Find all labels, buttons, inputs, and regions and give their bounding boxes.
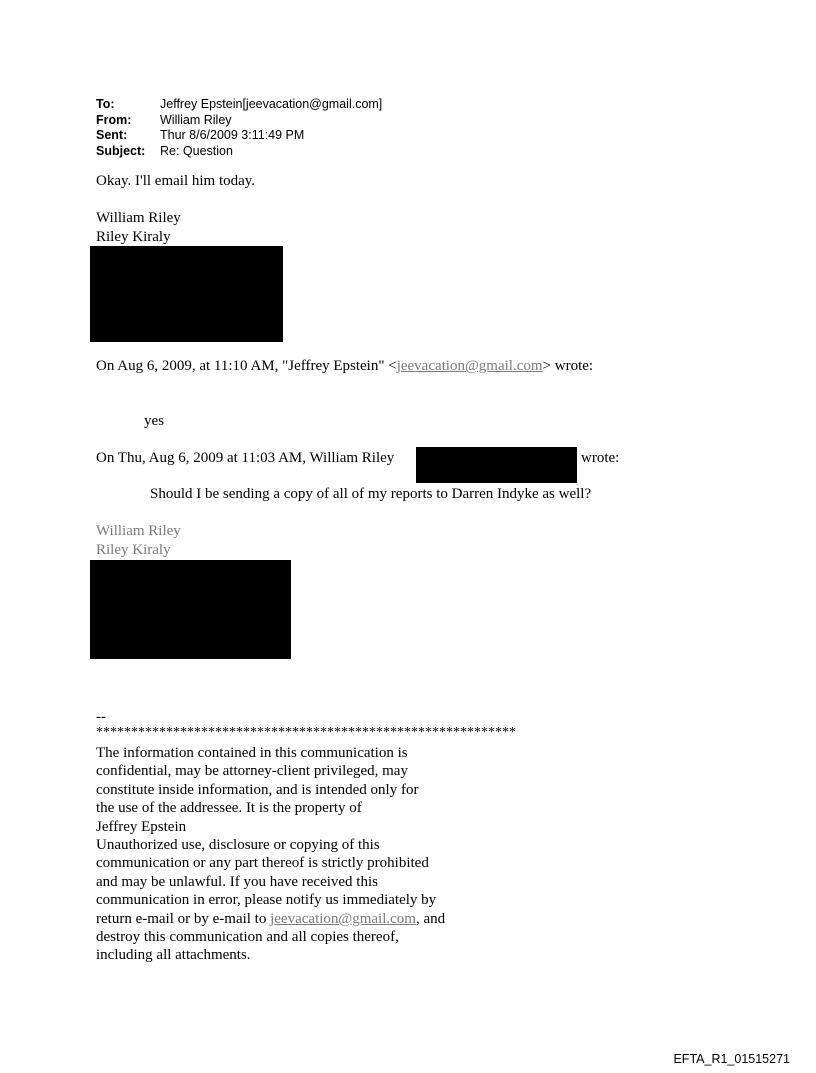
quote2-text: Should I be sending a copy of all of my reports to Darren Indyke as well? [150,486,592,502]
disclaimer-dashes: -- [96,709,106,725]
reply-text: Okay. I'll email him today. [96,173,256,189]
to-row [96,97,382,113]
signature2-name: William Riley [96,523,181,539]
quote2-prefix: On Thu, Aug 6, 2009 at 11:03 AM, William Riley [96,450,395,466]
signature-firm: Riley Kiraly [96,229,171,245]
to-value: Jeffrey Epstein[jeevacation@gmail.com] [160,97,383,111]
document-id: EFTA_R1_01515271 [673,1052,790,1066]
disclaimer-line: communication in error, please notify us immediately by [96,892,437,909]
redaction-block [90,246,283,342]
sent-value: Thur 8/6/2009 3:11:49 PM [160,128,305,142]
disclaimer-email-link[interactable]: jeevacation@gmail.com [270,910,416,927]
quote1-text: yes [144,413,164,429]
quote1-email-link[interactable]: jeevacation@gmail.com [396,358,543,374]
from-label: From: [96,112,132,127]
signature-name: William Riley [96,210,181,226]
email-header [96,97,382,159]
from-value: William Riley [160,112,232,127]
disclaimer-stars: ************************************************************ [96,725,516,740]
quote1-attribution [96,358,593,375]
quote1-prefix: On Aug 6, 2009, at 11:10 AM, "Jeffrey Epstein" < [96,358,397,374]
disclaimer-line: Unauthorized use, disclosure or copying of this [96,837,380,854]
subject-value: Re: Question [160,143,233,158]
disclaimer-line: destroy this communication and all copies thereof, [96,929,399,946]
disclaimer-line10-suffix: , and [415,910,446,927]
sent-row [96,128,382,144]
disclaimer-line10-prefix: return e-mail or by e-mail to [96,910,271,927]
sent-label: Sent: [96,128,128,142]
redaction-block [90,560,291,659]
disclaimer-line: Jeffrey Epstein [96,818,187,835]
quote2-suffix: wrote: [581,450,620,466]
disclaimer-text [96,744,516,965]
to-label: To: [96,97,115,111]
disclaimer-line: The information contained in this communication is [96,745,408,761]
from-row [96,113,382,129]
disclaimer-line: and may be unlawful. If you have received this [96,873,378,890]
disclaimer-line: confidential, may be attorney-client privileged, may [96,763,408,780]
disclaimer-line: communication or any part thereof is strictly prohibited [96,855,429,872]
disclaimer-line: the use of the addressee. It is the property of [96,800,362,817]
disclaimer-line: constitute inside information, and is intended only for [96,781,419,798]
disclaimer-line: including all attachments. [96,947,251,964]
quote1-suffix: > wrote: [542,358,594,374]
signature2-firm: Riley Kiraly [96,542,171,558]
redaction-block [416,447,577,483]
subject-label: Subject: [96,143,146,158]
subject-row [96,144,382,160]
disclaimer-line [96,910,516,928]
